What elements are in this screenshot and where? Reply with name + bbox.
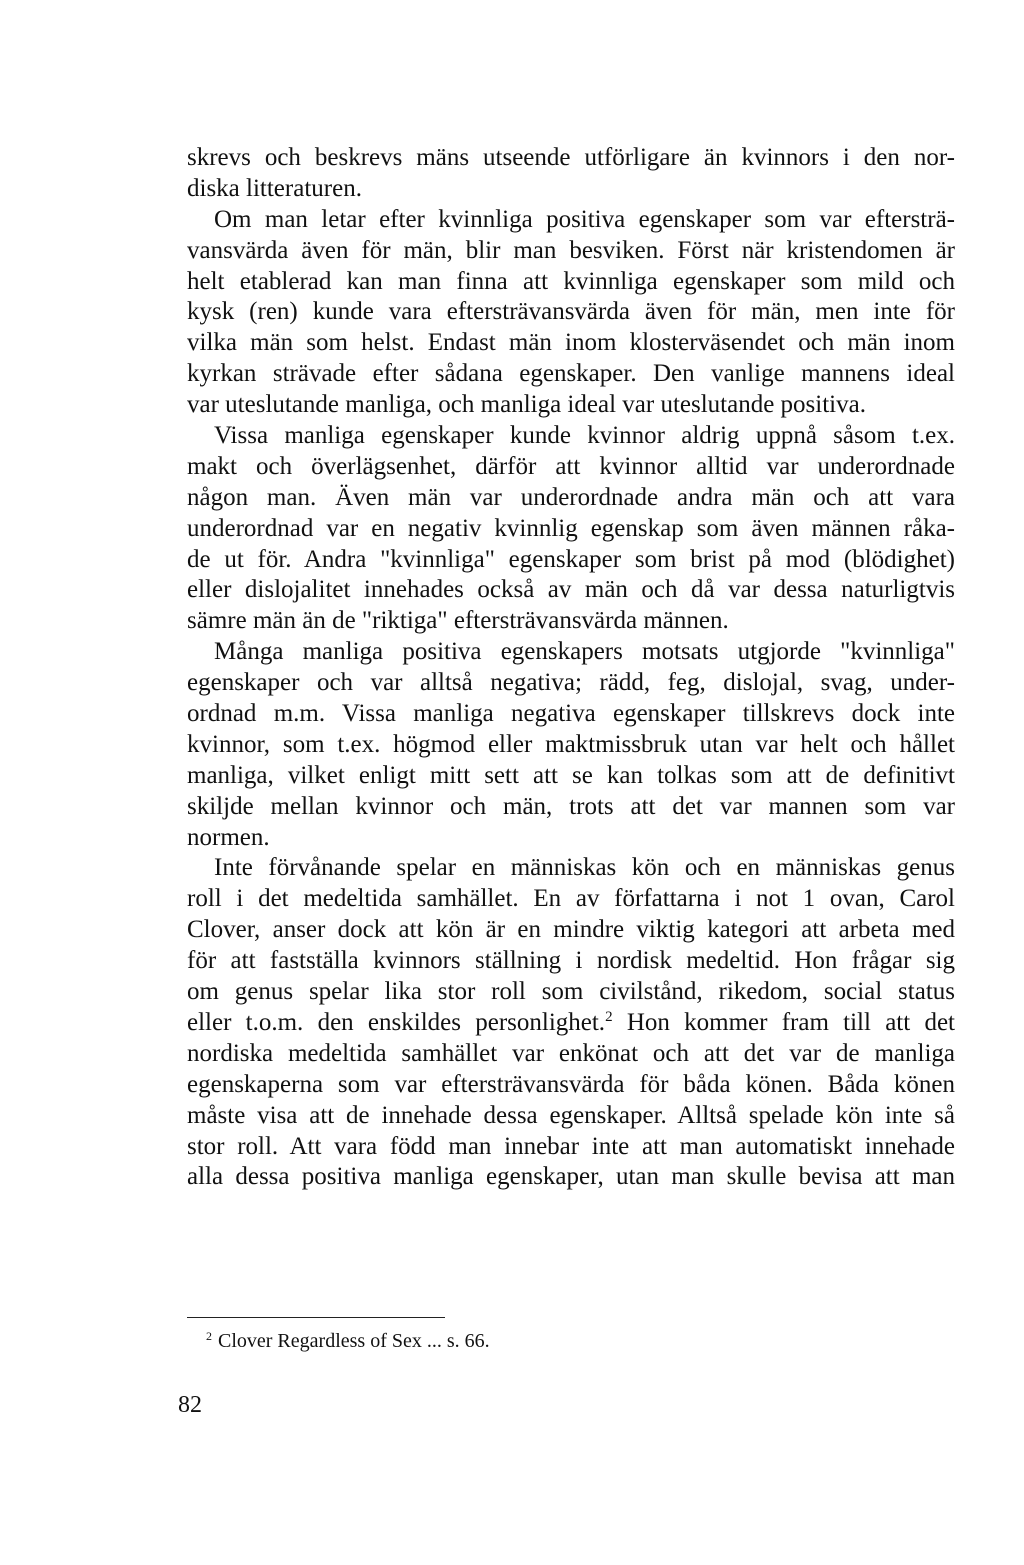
text-line [187,884,955,915]
text-line-content: egenskaperna som var eftersträvansvärda för båda könen. Båda könen [187,1070,955,1098]
text-line-content: Om man letar efter kvinnliga positiva egenskaper som var eftersträ- [214,205,955,233]
text-line-content: skrevs och beskrevs mäns utseende utförligare än kvinnors i den nor- [187,144,955,171]
text-line-content: stor roll. Att vara född man innebar inte att man automatiskt innehade [187,1132,955,1160]
text-line-content: om genus spelar lika stor roll som civilstånd, rikedom, social status [187,978,955,1006]
text-line-content: diska litteraturen. [187,174,362,202]
text-line [187,205,955,236]
text-line [187,1008,955,1039]
text-line-content: ordnad m.m. Vissa manliga negativa egenskaper tillskrevs dock inte [187,700,955,728]
text-line [187,853,955,884]
footnote-text: Clover Regardless of Sex ... s. 66. [218,1330,490,1352]
text-line [187,977,955,1008]
text-line [187,1132,955,1163]
text-line [187,637,955,668]
text-line-content: för att fastställa kvinnors ställning i nordisk medeltid. Hon frågar sig [187,947,955,975]
text-line [187,575,955,606]
text-line [187,143,955,174]
page-number: 82 [178,1392,202,1418]
text-line [187,823,955,854]
text-line [187,236,955,267]
text-line-content: sämre män än de "riktiga" eftersträvansvärda männen. [187,607,729,635]
footnote-number: 2 [206,1328,212,1343]
text-line [187,792,955,823]
text-line-content: Inte förvånande spelar en människas kön och en människas genus [214,854,955,882]
text-line [187,699,955,730]
text-line [187,730,955,761]
text-line-content: helt etablerad kan man finna att kvinnliga egenskaper som mild och [187,267,955,295]
text-line [187,328,955,359]
text-line [187,668,955,699]
text-line-content: egenskaper och var alltså negativa; rädd, feg, dislojal, svag, under- [187,669,955,697]
text-line [187,267,955,298]
text-line [187,606,955,637]
text-line-content: eller t.o.m. den enskildes personlighet. [187,1008,606,1036]
text-line-content: någon man. Även män var underordnade andra män och att vara [187,483,955,511]
text-line-content: Clover, anser dock att kön är en mindre viktig kategori att arbeta med [187,916,955,944]
footnote [206,1328,490,1354]
text-line-content: alla dessa positiva manliga egenskaper, utan man skulle bevisa att man [187,1163,955,1191]
text-line-content: eller dislojalitet innehades också av män och då var dessa naturligtvis [187,576,955,604]
text-line [187,514,955,545]
text-line [187,390,955,421]
text-line-content: manliga, vilket enligt mitt sett att se kan tolkas som att de definitivt [187,761,955,789]
text-line [187,946,955,977]
text-line-content: vilka män som helst. Endast män inom klosterväsendet och män inom [187,329,955,357]
text-line [187,761,955,792]
text-line [187,1101,955,1132]
text-line-content: Många manliga positiva egenskapers motsats utgjorde "kvinnliga" [214,638,955,666]
text-line-content: måste visa att de innehade dessa egenskaper. Alltså spelade kön inte så [187,1101,955,1129]
text-line-content: makt och överlägsenhet, därför att kvinnor alltid var underordnade [187,452,955,480]
text-line [187,1070,955,1101]
text-line-content: nordiska medeltida samhället var enkönat och att det var de manliga [187,1039,955,1067]
text-line-content: underordnad var en negativ kvinnlig egenskap som även männen råka- [187,514,955,542]
text-line-content: Vissa manliga egenskaper kunde kvinnor aldrig uppnå såsom t.ex. [214,422,955,450]
footnote-divider [187,1317,445,1318]
text-line [187,483,955,514]
text-line-content: normen. [187,823,270,851]
text-line-content: vansvärda även för män, blir man besviken. Först när kristendomen är [187,236,955,264]
text-line-content: var uteslutande manliga, och manliga ideal var uteslutande positiva. [187,391,866,419]
footnote-reference: 2 [605,1008,613,1025]
text-line [187,545,955,576]
text-line [187,915,955,946]
text-line-content: skiljde mellan kvinnor och män, trots att det var mannen som var [187,792,955,820]
text-line [187,1039,955,1070]
text-line-content: kyrkan strävade efter sådana egenskaper. Den vanlige mannens ideal [187,360,955,388]
text-line [187,297,955,328]
text-line [187,452,955,483]
text-line-content: roll i det medeltida samhället. En av författarna i not 1 ovan, Carol [187,885,955,913]
text-line [187,174,955,205]
text-line [187,421,955,452]
text-line-content: kvinnor, som t.ex. högmod eller maktmissbruk utan var helt och hållet [187,730,955,758]
text-line [187,359,955,390]
body-text [187,143,955,1193]
text-line [187,1162,955,1193]
text-line-content: de ut för. Andra "kvinnliga" egenskaper som brist på mod (blödighet) [187,545,955,573]
text-line-content: kysk (ren) kunde vara eftersträvansvärda även för män, men inte för [187,298,955,326]
text-line-tail: Hon kommer fram till att det [612,1008,955,1036]
